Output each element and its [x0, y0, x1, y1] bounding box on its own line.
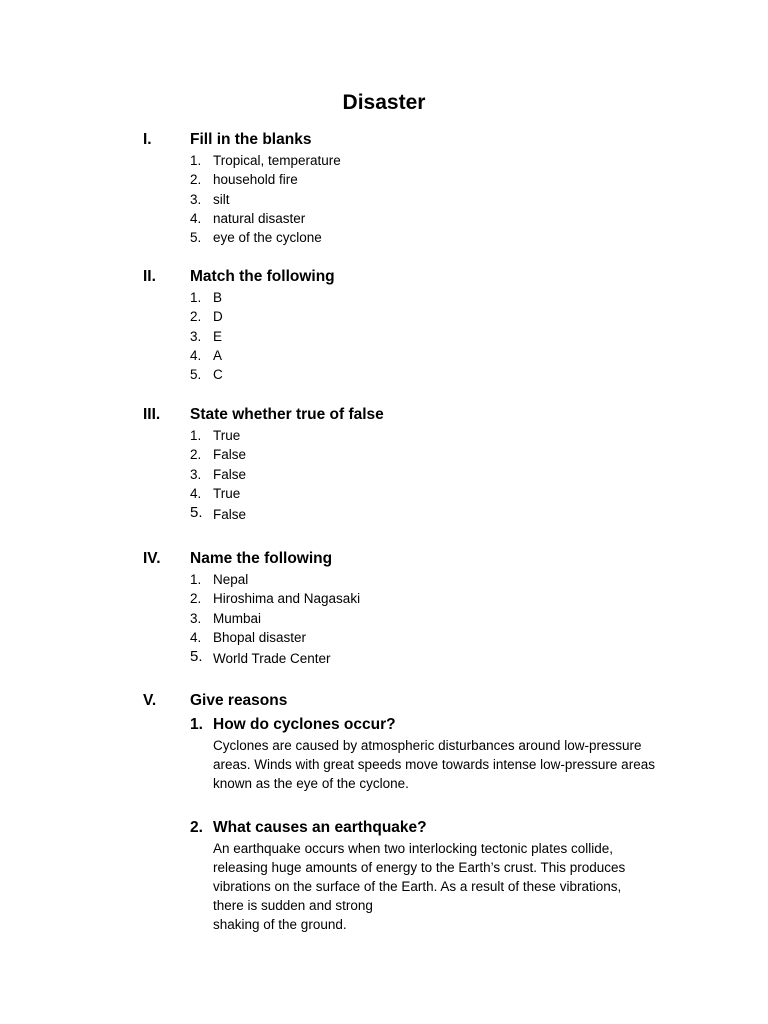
section-true-or-false — [0, 404, 768, 525]
item-number: 1. — [190, 572, 202, 587]
list-item — [0, 307, 768, 326]
item-text: E — [213, 328, 223, 344]
list-item — [0, 570, 768, 589]
item-text: Hiroshima and Nagasaki — [213, 591, 361, 607]
list-item — [0, 190, 768, 209]
section-fill-in-the-blanks — [0, 129, 768, 247]
section-heading — [0, 404, 768, 426]
section-match-the-following — [0, 266, 768, 384]
section-heading — [0, 548, 768, 570]
item-number: 4. — [190, 485, 202, 501]
question-block — [0, 714, 768, 794]
item-number: 4. — [190, 629, 202, 645]
list-item — [0, 228, 768, 247]
answer-line: shaking of the ground. — [213, 917, 347, 933]
section-title: Name the following — [190, 550, 333, 567]
item-number: 1. — [190, 153, 202, 168]
list-item — [0, 426, 768, 445]
item-text: World Trade Center — [213, 651, 331, 667]
item-text: B — [213, 290, 223, 305]
section-numeral: V. — [143, 692, 157, 709]
answer-paragraph — [213, 839, 693, 935]
list-item — [0, 503, 768, 525]
section-numeral: II. — [143, 268, 156, 285]
page-title: Disaster — [342, 91, 426, 114]
item-text: True — [213, 485, 241, 501]
question-number: 2. — [190, 818, 203, 836]
item-text: natural disaster — [213, 210, 306, 226]
answer-line: vibrations on the surface of the Earth. As a result of these vibrations, — [213, 879, 622, 895]
section-title: Give reasons — [190, 692, 288, 709]
question-block — [0, 817, 768, 935]
answer-line: An earthquake occurs when two interlocking tectonic plates collide, — [213, 840, 613, 856]
question-heading — [0, 714, 768, 736]
answer-list — [0, 426, 768, 525]
item-text: eye of the cyclone — [213, 230, 322, 246]
item-number: 3. — [190, 610, 202, 626]
section-heading — [0, 266, 768, 288]
section-heading — [0, 129, 768, 151]
question-heading — [0, 817, 768, 839]
list-item — [0, 484, 768, 503]
item-text: silt — [213, 191, 230, 207]
item-number: 2. — [190, 309, 202, 325]
item-number: 3. — [190, 466, 202, 482]
item-text: C — [213, 367, 223, 383]
list-item — [0, 288, 768, 307]
item-text: False — [213, 447, 247, 463]
item-text: Tropical, temperature — [213, 153, 341, 168]
item-text: Bhopal disaster — [213, 629, 307, 645]
section-title: State whether true of false — [190, 406, 384, 423]
section-heading — [0, 690, 768, 712]
answer-line: areas. Winds with great speeds move towards intense low-pressure areas — [213, 757, 655, 773]
answer-list — [0, 288, 768, 384]
question-text: What causes an earthquake? — [213, 818, 427, 836]
item-number: 2. — [190, 172, 202, 188]
question-text: How do cyclones occur? — [213, 716, 396, 733]
item-number: 3. — [190, 328, 202, 344]
section-name-the-following — [0, 548, 768, 669]
list-item — [0, 327, 768, 346]
answer-line: Cyclones are caused by atmospheric disturbances around low-pressure — [213, 738, 642, 753]
answer-list — [0, 151, 768, 247]
item-text: Mumbai — [213, 610, 262, 626]
section-numeral: I. — [143, 131, 152, 148]
answer-line: there is sudden and strong — [213, 898, 373, 914]
list-item — [0, 609, 768, 628]
section-give-reasons — [0, 690, 768, 935]
item-number: 1. — [190, 428, 202, 443]
list-item — [0, 209, 768, 228]
list-item — [0, 151, 768, 170]
item-number: 5. — [190, 504, 203, 522]
answer-paragraph — [213, 736, 693, 794]
section-title: Match the following — [190, 268, 335, 285]
item-number: 4. — [190, 210, 202, 226]
list-item — [0, 589, 768, 608]
section-title: Fill in the blanks — [190, 131, 312, 148]
item-text: Nepal — [213, 572, 249, 587]
item-text: True — [213, 428, 241, 443]
list-item — [0, 346, 768, 365]
answer-list — [0, 570, 768, 669]
answer-line: known as the eye of the cyclone. — [213, 776, 409, 792]
item-number: 3. — [190, 191, 202, 207]
list-item — [0, 647, 768, 669]
section-numeral: III. — [143, 406, 161, 423]
list-item — [0, 628, 768, 647]
item-text: D — [213, 309, 223, 325]
list-item — [0, 170, 768, 189]
answer-line: releasing huge amounts of energy to the Earth’s crust. This produces — [213, 859, 626, 875]
item-text: A — [213, 347, 223, 363]
item-text: False — [213, 507, 247, 523]
list-item — [0, 465, 768, 484]
list-item — [0, 365, 768, 384]
item-text: household fire — [213, 172, 298, 188]
item-text: False — [213, 466, 247, 482]
item-number: 5. — [190, 230, 202, 246]
item-number: 5. — [190, 367, 202, 383]
item-number: 5. — [190, 648, 203, 666]
item-number: 1. — [190, 290, 202, 305]
item-number: 2. — [190, 591, 202, 607]
list-item — [0, 445, 768, 464]
item-number: 4. — [190, 347, 202, 363]
section-numeral: IV. — [143, 550, 161, 567]
question-number: 1. — [190, 716, 203, 733]
item-number: 2. — [190, 447, 202, 463]
